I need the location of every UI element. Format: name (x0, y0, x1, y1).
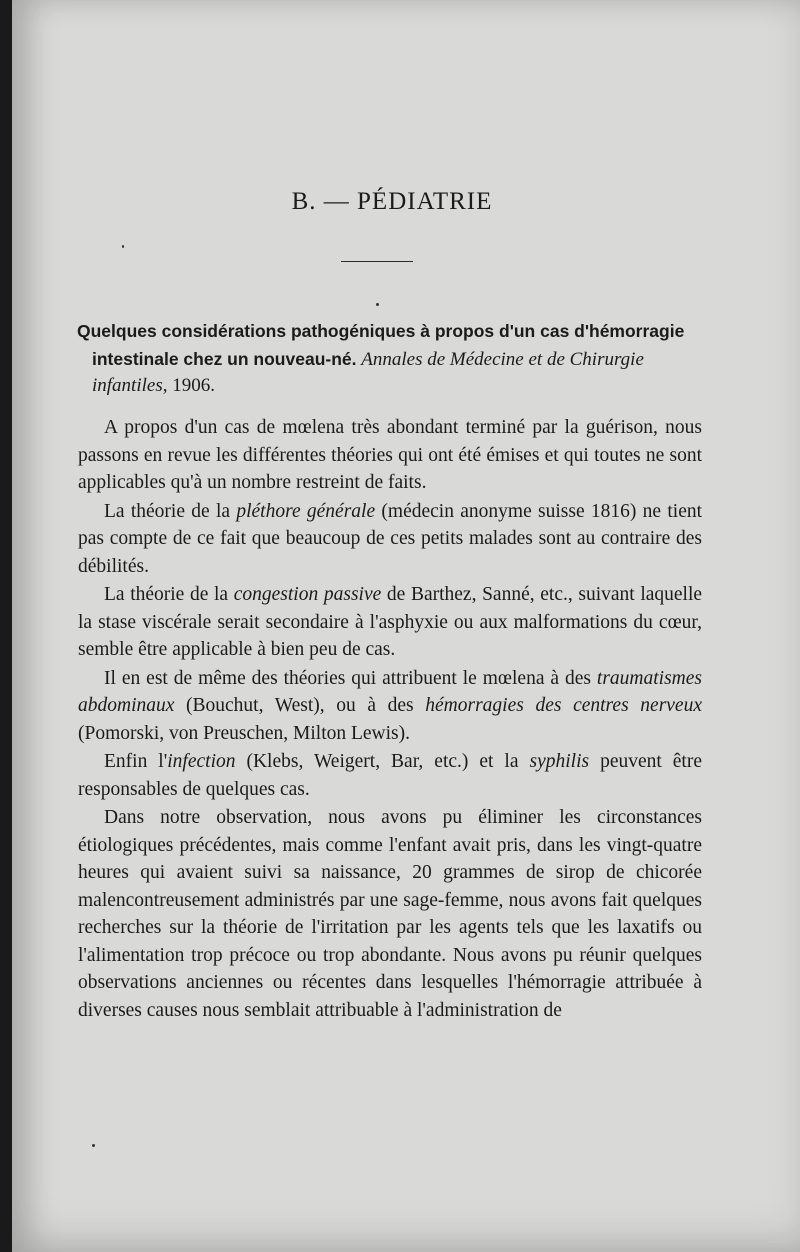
entry-title-line-1: Quelques considérations pathogéniques à propos d'un cas d'hémorragie (77, 321, 685, 341)
paragraph-4-text-end: (Pomorski, von Preuschen, Milton Lewis). (78, 722, 411, 744)
paragraph-3-text-cont: de Barthez, Sanné, etc., suivant laquelle la stase viscérale serait secondaire à l'asphyxie ou aux malformations du cœur, semble être applicable à bien peu de cas. (78, 584, 703, 660)
paragraph-6: Dans notre observation, nous avons pu éliminer les circonstances étiologiques précédentes, mais comme l'enfant avait pris, dans les vingt-quatre heures qui avaient suivi sa naissance, 20 grammes de sirop de chicorée malencontreusement administrés par une sage-femme, nous avons fait quelques recherches sur la théorie de l'irritation par les agents tels que les laxatifs ou l'alimentation trop précoce ou trop abondante. Nous avons pu réunir quelques observations anciennes ou récentes dans lesquelles l'hémorragie attribuée à diverses causes nous semblait attribuable à l'administration de (78, 807, 702, 1021)
article-body (78, 414, 702, 1025)
paragraph-3-emphasis: congestion passive (233, 584, 382, 605)
paragraph-5-emphasis-2: syphilis (529, 751, 590, 772)
paragraph-5 (78, 748, 702, 803)
scanned-page (12, 0, 800, 1252)
journal-name: Annales de Médecine et de Chirurgie (361, 348, 644, 370)
scan-speck (376, 303, 379, 306)
paragraph-4 (78, 665, 702, 748)
paragraph-4-emphasis-2: hémorragies des centres nerveux (425, 695, 702, 716)
paragraph-3 (78, 581, 702, 664)
publication-year: , 1906. (162, 375, 215, 396)
paragraph-2-text: La théorie de la (104, 500, 231, 522)
paragraph-1: A propos d'un cas de mœlena très abondant terminé par la guérison, nous passons en revue les différentes théories qui ont été émises et qui toutes ne sont applicables qu'à un nombre restreint de faits. (78, 417, 702, 493)
entry-citation (77, 318, 707, 400)
paragraph-5-text-cont: (Klebs, Weigert, Bar, etc.) et la (246, 751, 519, 772)
paragraph-2 (78, 498, 702, 581)
scan-speck (122, 245, 124, 248)
scan-speck (92, 1144, 95, 1147)
paragraph-5-text: Enfin l' (104, 751, 168, 772)
paragraph-2-emphasis: pléthore générale (236, 500, 376, 522)
title-rule (341, 261, 413, 262)
journal-line-2 (77, 375, 215, 396)
paragraph-4-emphasis-1: traumatismes abdominaux (78, 667, 703, 716)
paragraph-5-emphasis-1: infection (167, 751, 236, 772)
paragraph-3-text: La théorie de la (104, 584, 229, 605)
journal-name-cont: infantiles (92, 375, 163, 396)
section-title: B. — PÉDIATRIE (291, 188, 493, 215)
entry-title-line-2: intestinale chez un nouveau-né. (92, 348, 357, 369)
paragraph-4-text-cont: (Bouchut, West), ou à des (186, 695, 414, 716)
paragraph-4-text: Il en est de même des théories qui attribuent le mœlena à des (104, 667, 591, 689)
paragraph-5-text-end: peuvent être responsables de quelques cas. (78, 751, 702, 800)
paragraph-2-text-cont: (médecin anonyme suisse 1816) ne tient pas compte de ce fait que beaucoup de ces petits malades sont au contraire des débilités. (78, 500, 703, 577)
